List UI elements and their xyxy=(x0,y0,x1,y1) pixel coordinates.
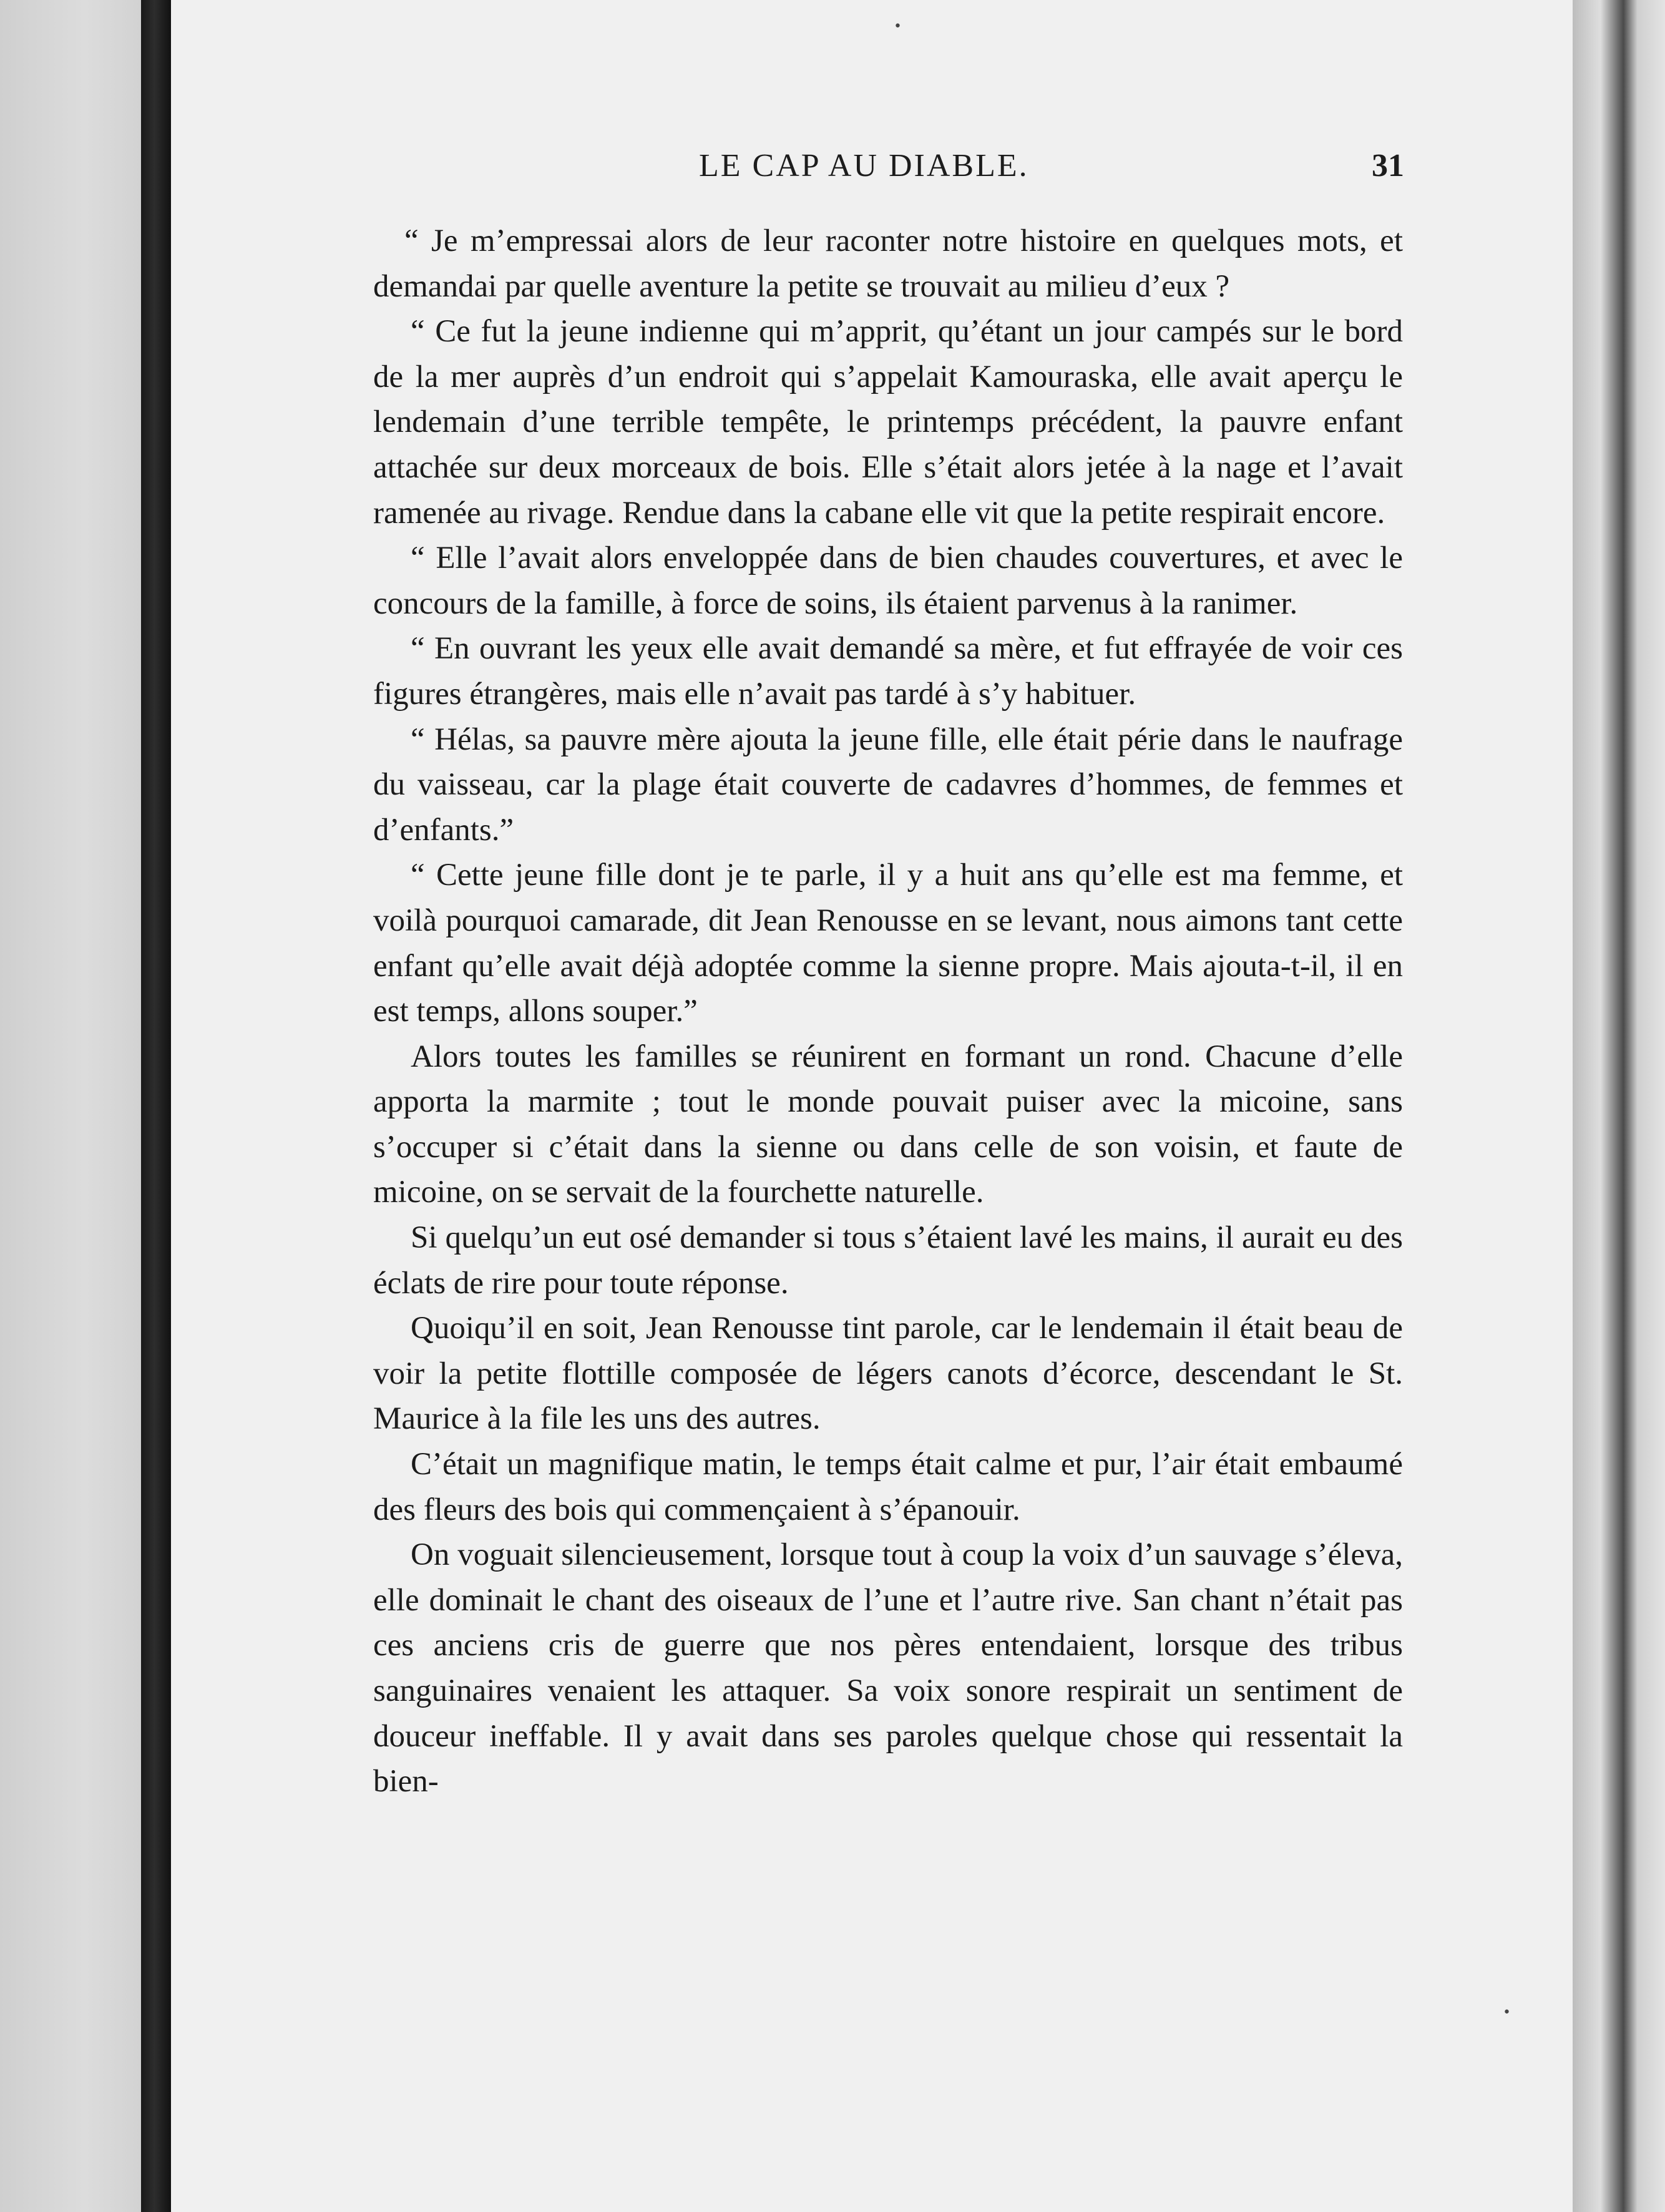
paragraph: Alors toutes les familles se réunirent en formant un rond. Chacune d’elle apporta la marmite ; tout le monde pouvait puiser avec la micoine, sans s’occuper si c’était dans la sienne ou dans celle de son voisin, et faute de micoine, on se servait de la fourchette naturelle. xyxy=(373,1039,1403,1210)
paragraph: Quoiqu’il en soit, Jean Renousse tint parole, car le lendemain il était beau de voir la petite flottille composée de légers canots d’écorce, descendant le St. Maurice à la file les uns des autres. xyxy=(373,1311,1403,1437)
paragraph: On voguait silencieusement, lorsque tout à coup la voix d’un sauvage s’éleva, elle dominait le chant des oiseaux de l’une et l’autre rive. San chant n’était pas ces anciens cris de guerre que nos pères entendaient, lorsque des tribus sanguinaires venaient les attaquer. Sa voix sonore respirait un sentiment de douceur ineffable. Il y avait dans ses paroles quelque chose qui ressentait la bien- xyxy=(373,1537,1403,1799)
paragraph: “ Je m’empressai alors de leur raconter notre histoire en quelques mots, et demandai par quelle aventure la petite se trouvait au milieu d’eux ? xyxy=(373,223,1403,304)
paragraph: “ Hélas, sa pauvre mère ajouta la jeune fille, elle était périe dans le naufrage du vaisseau, car la plage était couverte de cadavres d’hommes, de femmes et d’enfants.” xyxy=(373,722,1403,848)
paragraph: Si quelqu’un eut osé demander si tous s’étaient lavé les mains, il aurait eu des éclats de rire pour toute réponse. xyxy=(373,1220,1403,1301)
body-text xyxy=(373,218,1403,1804)
running-head-title: LE CAP AU DIABLE. xyxy=(699,148,1029,184)
book-spine xyxy=(141,0,171,2212)
running-head xyxy=(374,147,1404,191)
paragraph: “ Cette jeune fille dont je te parle, il y a huit ans qu’elle est ma femme, et voilà pourquoi camarade, dit Jean Renousse en se levant, nous aimons tant cette enfant qu’elle avait déjà adoptée comme la sienne propre. Mais ajouta-t-il, il en est temps, allons souper.” xyxy=(373,858,1403,1029)
scan-speck: • xyxy=(894,19,902,34)
scan-left-margin xyxy=(0,0,141,2212)
paragraph: “ En ouvrant les yeux elle avait demandé sa mère, et fut effrayée de voir ces figures étrangères, mais elle n’avait pas tardé à s’y habituer. xyxy=(373,631,1403,712)
page-number: 31 xyxy=(1372,148,1404,184)
paragraph: “ Elle l’avait alors enveloppée dans de bien chaudes couvertures, et avec le concours de la famille, à force de soins, ils étaient parvenus à la ranimer. xyxy=(373,541,1403,621)
paragraph: “ Ce fut la jeune indienne qui m’apprit, qu’étant un jour campés sur le bord de la mer auprès d’un endroit qui s’appelait Kamouraska, elle avait aperçu le lendemain d’une terrible tempête, le printemps précédent, la pauvre enfant attachée sur deux morceaux de bois. Elle s’était alors jetée à la nage et l’avait ramenée au rivage. Rendue dans la cabane elle vit que la petite respirait encore. xyxy=(373,314,1403,531)
page-right-edge xyxy=(1573,0,1665,2212)
paragraph: C’était un magnifique matin, le temps était calme et pur, l’air était embaumé des fleurs des bois qui commençaient à s’épanouir. xyxy=(373,1447,1403,1527)
scan-speck: • xyxy=(1503,2005,1511,2020)
